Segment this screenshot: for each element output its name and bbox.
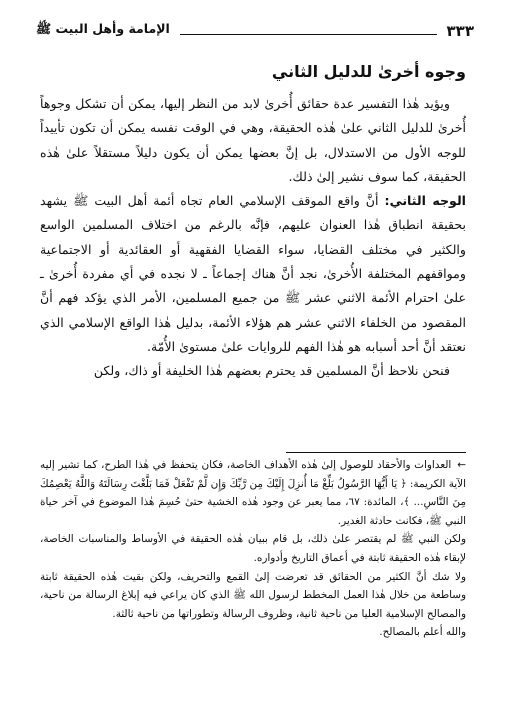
running-title: الإمامة وأهل البيت ﷺ [36, 21, 170, 36]
continuation-arrow-icon: ← [457, 459, 466, 471]
footnotes [40, 456, 466, 642]
paragraph-2-lead: الوجه الثاني: [384, 193, 466, 209]
header-rule [180, 34, 437, 35]
footnote-separator [286, 452, 466, 453]
footnote-1-text: العداوات والأحقاد للوصول إلىٰ هٰذه الأهداف الخاصة، فكان يتحفظ في هٰذا الطرح، كما تشير إليه الآية الكريمة: ﴿ يَا أَيُّهَا الرَّسُولُ بَلِّغْ مَا أُنزِلَ إِلَيْكَ مِن رَّبِّكَ وَإِن لَّمْ تَفْعَلْ فَمَا بَلَّغْتَ رِسَالَتَهُ وَاللَّهُ يَعْصِمُكَ مِنَ النَّاسِ... ﴾، المائدة: ٦٧، مما يعبر عن وجود هٰذه الخشية حتىٰ حُسِمَ هٰذا الموضوع في آخر حياة النبي ﷺ، فكانت حادثة الغدير. [40, 459, 466, 527]
section-heading: وجوه أخرىٰ للدليل الثاني [271, 62, 466, 81]
paragraph-2-text: أنَّ واقع الموقف الإسلامي العام تجاه أئمة أهل البيت ﷺ يشهد بحقيقة انطباق هٰذا العنوان عليهم، فإنَّه بالرغم من اختلاف المسلمين الواسع والكثير في مختلف القضايا، سواء القضايا الفقهية أو العقائدية أو الاجتماعية ومواقفهم المختلفة الأُخرىٰ، نجد أنَّ هناك إجماعاً ـ لا نجده في أي مفردة أُخرىٰ ـ علىٰ احترام الأئمة الاثني عشر ﷺ من جميع المسلمين، الأمر الذي يؤكد فهم أنَّ المقصود من الخلفاء الاثني عشر هم هؤلاء الأئمة، بدليل هٰذا الواقع الإسلامي الذي نعتقد أنَّ أحد أسبابه هو هٰذا الفهم للروايات علىٰ مستوىٰ الأُمّة. [40, 193, 466, 354]
footnote-3: ولا شك أنَّ الكثير من الحقائق قد تعرضت إلىٰ القمع والتحريف، ولكن بقيت هٰذه الحقيقة ثابتة وساطعة من خلال هٰذا العمل المخطط لرسول الله ﷺ الذي كان يراعي فيه إبلاغ الرسالة من ناحية، والمصالح الإسلامية العليا من ناحية ثانية، وظروف الرسالة وتطوراتها من ناحية ثالثة. [40, 570, 466, 620]
footnote-2: ولكن النبي ﷺ لم يقتصر علىٰ ذلك، بل قام ببيان هٰذه الحقيقة في الأوساط والمناسبات الخاصة، لإبقاء هٰذه الحقيقة ثابتة في أعماق التاريخ وأدواره. [40, 533, 466, 564]
paragraph-1: ويؤيد هٰذا التفسير عدة حقائق أُخرىٰ لابد من النظر إليها، يمكن أن تشكل وجوهاً أُخرىٰ للدليل الثاني علىٰ هٰذه الحقيقة، وهي في الوقت نفسه يمكن أن تكون تأييداً للوجه الأول من الاستدلال، بل إنَّ بعضها يمكن أن يكون دليلاً مستقلاً علىٰ هٰذه الحقيقة، كما سوف نشير إلىٰ ذلك. [40, 96, 466, 184]
paragraph-2 [40, 189, 466, 359]
footnote-1 [40, 456, 466, 530]
main-text [40, 92, 466, 384]
footnote-4: والله أعلم بالمصالح. [379, 626, 466, 639]
running-header [36, 14, 474, 40]
page-number: ٣٣٣ [446, 22, 474, 40]
paragraph-3: فنحن نلاحظ أنَّ المسلمين قد يحترم بعضهم هٰذا الخليفة أو ذاك، ولكن [93, 363, 450, 379]
